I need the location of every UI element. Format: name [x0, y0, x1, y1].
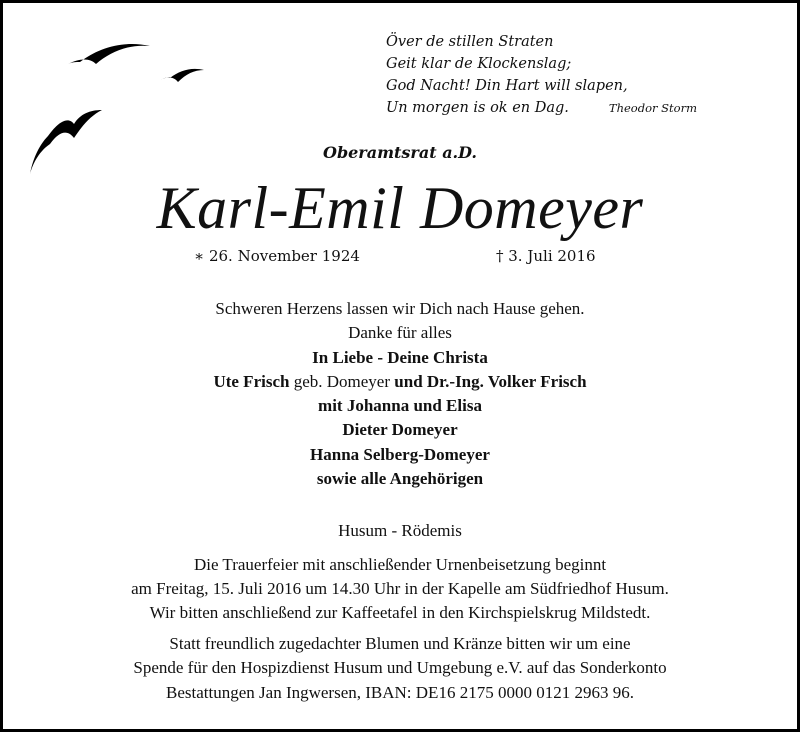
deceased-title: Oberamtsrat a.D.	[323, 143, 477, 162]
deceased-name: Karl-Emil Domeyer	[156, 175, 644, 241]
mourner-line: In Liebe - Deine Christa	[312, 347, 488, 367]
location-text: Husum - Rödemis	[338, 521, 462, 540]
poem	[386, 31, 766, 119]
donation-line: Bestattungen Jan Ingwersen, IBAN: DE16 2175 0000 0121 2963 96.	[166, 682, 634, 702]
mourner-line: Dieter Domeyer	[342, 420, 458, 440]
life-dates	[0, 247, 800, 269]
mourner-line: sowie alle Angehörigen	[316, 469, 484, 489]
mourners-block	[0, 297, 800, 491]
poem-author: Theodor Storm	[608, 101, 697, 115]
mourner-line: Hanna Selberg-Domeyer	[310, 444, 490, 464]
poem-line: God Nacht! Din Hart will slapen,	[386, 78, 628, 94]
coffee-info: Wir bitten anschließend zur Kaffeetafel in den Kirchspielskrug Mildstedt.	[149, 603, 651, 622]
poem-line: Geit klar de Klockenslag;	[386, 56, 572, 72]
death-date: † 3. Juli 2016	[496, 247, 596, 265]
poem-line-last: Un morgen is ok en Dag. Theodor Storm	[386, 100, 697, 116]
birth-date: ∗ 26. November 1924	[194, 247, 360, 265]
bird-right-icon	[160, 69, 204, 82]
bird-bottom-icon	[30, 110, 102, 174]
funeral-line: am Freitag, 15. Juli 2016 um 14.30 Uhr in der Kapelle am Südfriedhof Husum.	[131, 579, 669, 599]
donation-info	[0, 632, 800, 705]
funeral-info	[0, 553, 800, 602]
donation-line: Spende für den Hospizdienst Husum und Umgebung e.V. auf das Sonderkonto	[133, 658, 667, 678]
farewell-text: Schweren Herzens lassen wir Dich nach Hause gehen.	[215, 299, 585, 318]
funeral-line: Die Trauerfeier mit anschließender Urnenbeisetzung beginnt	[193, 555, 607, 574]
mourner-line: mit Johanna und Elisa	[318, 396, 482, 416]
thanks-text: Danke für alles	[348, 323, 452, 343]
mourner-line-mixed: Ute Frisch geb. Domeyer und Dr.-Ing. Volker Frisch	[213, 371, 587, 391]
donation-line: Statt freundlich zugedachter Blumen und Kränze bitten wir um eine	[169, 634, 631, 653]
bird-left-icon	[68, 44, 150, 64]
poem-line: Över de stillen Straten	[386, 34, 554, 50]
